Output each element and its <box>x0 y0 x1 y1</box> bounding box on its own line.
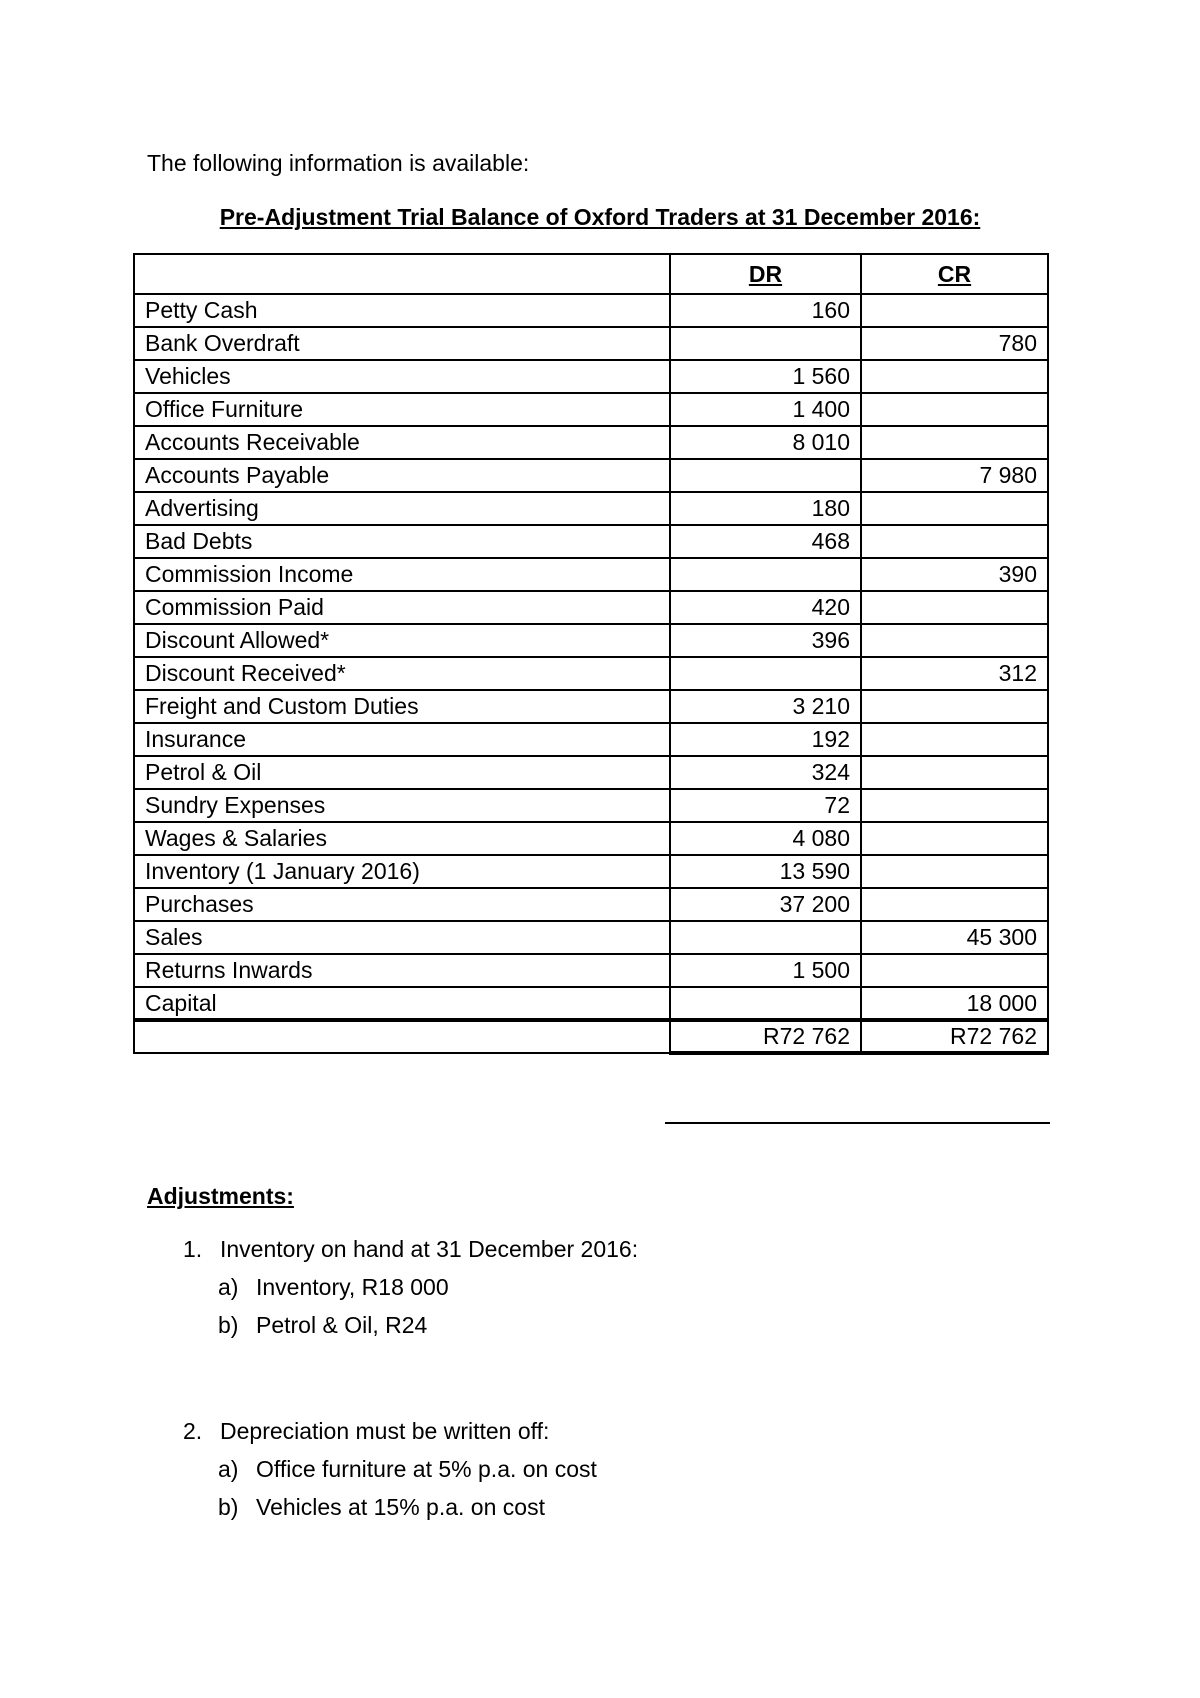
header-account <box>134 254 670 294</box>
adjustment-2b-label: b) <box>218 1494 239 1520</box>
account-name: Bad Debts <box>134 525 670 558</box>
dr-amount: 4 080 <box>670 822 861 855</box>
cr-amount <box>861 690 1048 723</box>
account-name: Purchases <box>134 888 670 921</box>
cr-amount <box>861 888 1048 921</box>
dr-amount: 37 200 <box>670 888 861 921</box>
adjustment-2b-text: Vehicles at 15% p.a. on cost <box>256 1494 545 1520</box>
adjustment-2a-label: a) <box>218 1456 239 1482</box>
cr-amount <box>861 624 1048 657</box>
cr-amount <box>861 591 1048 624</box>
account-name: Office Furniture <box>134 393 670 426</box>
account-name: Vehicles <box>134 360 670 393</box>
dr-amount: 1 400 <box>670 393 861 426</box>
cr-amount <box>861 360 1048 393</box>
account-name: Wages & Salaries <box>134 822 670 855</box>
dr-amount: 1 560 <box>670 360 861 393</box>
account-name: Freight and Custom Duties <box>134 690 670 723</box>
cr-amount: 312 <box>861 657 1048 690</box>
dr-amount: 3 210 <box>670 690 861 723</box>
table-row <box>134 657 1048 690</box>
double-underline <box>665 1122 1050 1124</box>
dr-amount: 468 <box>670 525 861 558</box>
adjustment-1a-text: Inventory, R18 000 <box>256 1274 449 1300</box>
cr-amount <box>861 855 1048 888</box>
account-name: Commission Income <box>134 558 670 591</box>
cr-amount <box>861 426 1048 459</box>
dr-amount: 8 010 <box>670 426 861 459</box>
document-title: Pre-Adjustment Trial Balance of Oxford Traders at 31 December 2016: <box>219 204 981 230</box>
cr-amount: 45 300 <box>861 921 1048 954</box>
account-name: Insurance <box>134 723 670 756</box>
table-row <box>134 492 1048 525</box>
trial-balance-table <box>133 253 1049 1055</box>
adjustments-heading: Adjustments: <box>147 1183 294 1209</box>
table-row <box>134 393 1048 426</box>
adjustment-1-number: 1. <box>183 1236 203 1262</box>
dr-amount <box>670 327 861 360</box>
header-dr: DR <box>670 254 861 294</box>
dr-amount: 324 <box>670 756 861 789</box>
account-name: Discount Allowed* <box>134 624 670 657</box>
dr-amount <box>670 558 861 591</box>
dr-amount <box>670 657 861 690</box>
table-row <box>134 789 1048 822</box>
account-name: Returns Inwards <box>134 954 670 987</box>
adjustment-2-number: 2. <box>183 1418 203 1444</box>
cr-amount: 7 980 <box>861 459 1048 492</box>
account-name: Accounts Payable <box>134 459 670 492</box>
table-row <box>134 690 1048 723</box>
table-header-row <box>134 254 1048 294</box>
cr-amount <box>861 492 1048 525</box>
adjustment-1b-label: b) <box>218 1312 239 1338</box>
dr-total: R72 762 <box>670 1020 861 1053</box>
adjustment-2-text: Depreciation must be written off: <box>220 1418 550 1444</box>
table-row <box>134 822 1048 855</box>
cr-total: R72 762 <box>861 1020 1048 1053</box>
table-row <box>134 591 1048 624</box>
account-name: Discount Received* <box>134 657 670 690</box>
cr-amount <box>861 723 1048 756</box>
account-name: Inventory (1 January 2016) <box>134 855 670 888</box>
account-name: Petty Cash <box>134 294 670 327</box>
account-name: Sales <box>134 921 670 954</box>
adjustment-2a-text: Office furniture at 5% p.a. on cost <box>256 1456 597 1482</box>
dr-amount: 420 <box>670 591 861 624</box>
total-row <box>134 1020 1048 1053</box>
table-row <box>134 360 1048 393</box>
account-name: Capital <box>134 987 670 1020</box>
table-row <box>134 987 1048 1020</box>
header-cr: CR <box>861 254 1048 294</box>
account-name: Accounts Receivable <box>134 426 670 459</box>
cr-amount: 18 000 <box>861 987 1048 1020</box>
account-name: Advertising <box>134 492 670 525</box>
total-label <box>134 1020 670 1053</box>
table-row <box>134 294 1048 327</box>
adjustment-1a-label: a) <box>218 1274 239 1300</box>
dr-amount <box>670 921 861 954</box>
dr-amount <box>670 459 861 492</box>
dr-amount: 13 590 <box>670 855 861 888</box>
cr-amount <box>861 525 1048 558</box>
table-row <box>134 327 1048 360</box>
account-name: Bank Overdraft <box>134 327 670 360</box>
table-row <box>134 723 1048 756</box>
account-name: Petrol & Oil <box>134 756 670 789</box>
dr-amount: 192 <box>670 723 861 756</box>
table-row <box>134 855 1048 888</box>
account-name: Commission Paid <box>134 591 670 624</box>
table-row <box>134 459 1048 492</box>
cr-amount <box>861 789 1048 822</box>
intro-text: The following information is available: <box>147 150 530 176</box>
dr-amount: 160 <box>670 294 861 327</box>
dr-amount: 72 <box>670 789 861 822</box>
dr-amount <box>670 987 861 1020</box>
table-row <box>134 888 1048 921</box>
table-row <box>134 921 1048 954</box>
dr-amount: 180 <box>670 492 861 525</box>
dr-amount: 396 <box>670 624 861 657</box>
cr-amount: 780 <box>861 327 1048 360</box>
cr-amount <box>861 294 1048 327</box>
adjustment-1-text: Inventory on hand at 31 December 2016: <box>220 1236 639 1262</box>
adjustment-1b-text: Petrol & Oil, R24 <box>256 1312 428 1338</box>
cr-amount <box>861 393 1048 426</box>
cr-amount <box>861 954 1048 987</box>
cr-amount <box>861 822 1048 855</box>
table-row <box>134 954 1048 987</box>
dr-amount: 1 500 <box>670 954 861 987</box>
table-row <box>134 756 1048 789</box>
table-row <box>134 426 1048 459</box>
cr-amount <box>861 756 1048 789</box>
table-row <box>134 558 1048 591</box>
account-name: Sundry Expenses <box>134 789 670 822</box>
table-row <box>134 624 1048 657</box>
table-row <box>134 525 1048 558</box>
cr-amount: 390 <box>861 558 1048 591</box>
